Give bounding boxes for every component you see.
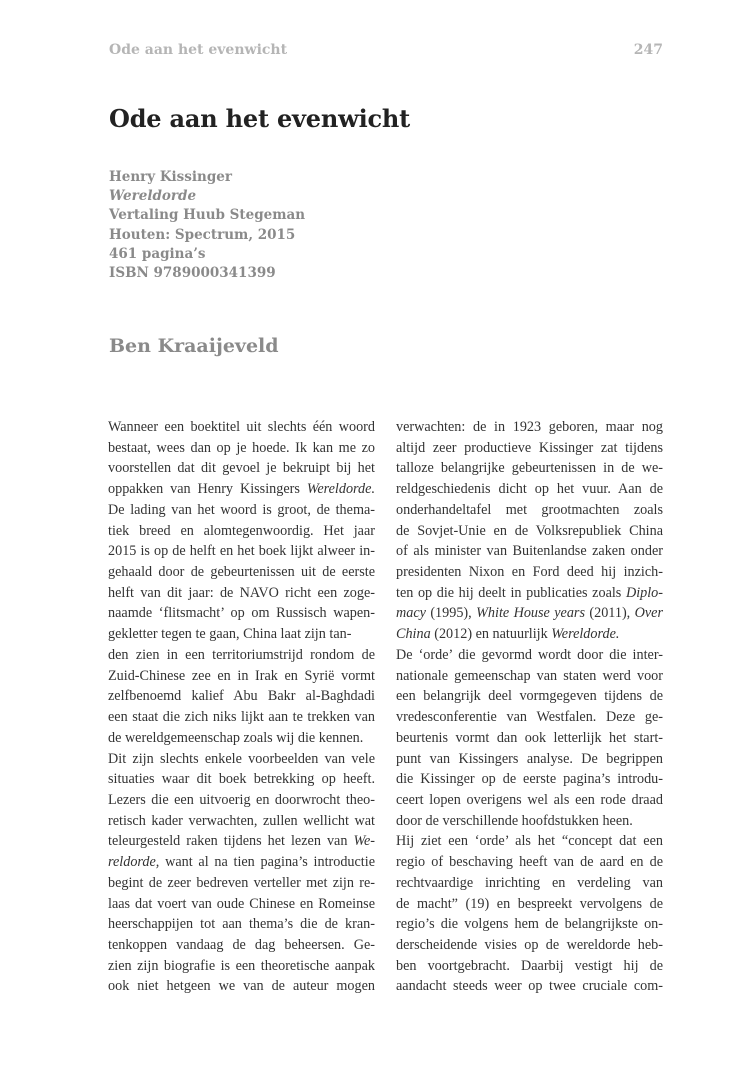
book-pages: 461 pagina’s (109, 245, 206, 262)
text-line: Zuid-Chinese zee en in Irak en Syrië vormt (108, 667, 375, 684)
text-line: zien zijn biografie is een theoretische aanpak (108, 957, 375, 974)
text-line: de Sovjet-Unie en de Volksrepubliek China (396, 522, 663, 539)
book-isbn: ISBN 9789000341399 (109, 265, 276, 282)
text-line: 2015 is op de helft en het boek lijkt alweer in- (108, 543, 375, 560)
body-column-left (108, 417, 375, 997)
book-author: Henry Kissinger (109, 169, 232, 185)
text-line: ook niet hetgeen we van de auteur mogen (108, 978, 375, 995)
text-line: ceert lopen overigens wel als een rode draad (396, 791, 663, 808)
text-line: talloze belangrijke gebeurtenissen in de we- (396, 460, 663, 477)
text-line: de macht” (19) en bespreekt vervolgens de (396, 895, 663, 912)
book-publisher: Houten: Spectrum, 2015 (109, 226, 296, 243)
text-line: macy (1995), White House years (2011), Over (396, 605, 663, 622)
text-line: den zien in een territoriumstrijd rondom de (108, 646, 375, 663)
text-line: of als minister van Buitenlandse zaken onder (396, 543, 663, 560)
review-author: Ben Kraaijeveld (109, 335, 279, 357)
body-column-right (396, 417, 663, 997)
text-line: vredesconferentie van Westfalen. Deze ge- (396, 709, 663, 726)
text-line: De ‘orde’ die gevormd wordt door die inter- (396, 646, 663, 663)
text-line: gehaald door de gebeurtenissen uit de eerste (108, 564, 375, 581)
text-line: een belangrijk deel vormgegeven tijdens de (396, 688, 663, 705)
text-line: presidenten Nixon en Ford deed hij inzich- (396, 564, 663, 581)
text-line: gekletter tegen te gaan, China laat zijn tan- (108, 626, 352, 643)
text-line: ben voortgebracht. Daarbij vestigt hij de (396, 957, 663, 974)
text-line: die Kissinger op de eerste pagina’s introdu- (396, 771, 663, 788)
text-line: ten op die hij deelt in publicaties zoals Diplo- (396, 584, 663, 601)
text-line: verwachten: de in 1923 geboren, maar nog (396, 419, 663, 435)
book-info (109, 168, 305, 283)
text-line: China (2012) en natuurlijk Wereldorde. (396, 626, 620, 643)
text-line: helft van dit jaar: de NAVO richt een zoge- (108, 584, 375, 601)
text-line: regio of beschaving heeft van de aard en de (396, 854, 663, 871)
text-line: derscheidende visies op de wereldorde heb- (396, 936, 663, 953)
text-line: situaties waar dit boek betrekking op heeft. (108, 771, 375, 788)
article-title: Ode aan het evenwicht (109, 104, 411, 133)
book-translation: Vertaling Huub Stegeman (109, 207, 306, 224)
text-line: voorstellen dat dit gevoel je bekruipt bij het (108, 460, 375, 477)
text-line: retisch kader verwachten, zullen wellicht wat (108, 812, 375, 829)
text-line: laas dat voert van oude Chinese en Romeinse (108, 895, 375, 912)
running-head-title: Ode aan het evenwicht (109, 42, 288, 58)
text-line: een staat die zich niks lijkt aan te trekken van (108, 709, 375, 726)
book-title: Wereldorde (109, 188, 197, 205)
text-line: nationale gemeenschap van staten werd voor (396, 667, 663, 684)
text-line: Wanneer een boektitel uit slechts één woord (108, 419, 375, 435)
text-line: naamde ‘flitsmacht’ op om Russisch wapen- (108, 605, 375, 622)
text-line: teleurgesteld raken tijdens het lezen van We- (108, 833, 375, 850)
text-line: tiek breed en alomtegenwoordig. Het jaar (108, 522, 375, 539)
text-line: rechtvaardige inrichting en verdeling van (396, 874, 663, 891)
text-line: door de verschillende hoofdstukken heen. (396, 812, 633, 829)
text-line: oppakken van Henry Kissingers Wereldorde. (108, 481, 375, 498)
text-line: tenkoppen vandaag de dag beheersen. Ge- (108, 936, 375, 953)
text-line: aandacht steeds weer op twee cruciale com- (396, 978, 663, 995)
page-number: 247 (633, 42, 663, 58)
text-line: begint de zeer bedreven verteller met zijn re- (108, 874, 375, 891)
text-line: regio’s die volgens hem de belangrijkste on- (396, 916, 663, 933)
text-line: bestaat, wees dan op je hoede. Ik kan me zo (108, 439, 375, 456)
text-line: Dit zijn slechts enkele voorbeelden van vele (108, 750, 375, 767)
text-line: zelfbenoemd kalief Abu Bakr al-Baghdadi (108, 688, 375, 705)
text-line: De lading van het woord is groot, de thema- (108, 501, 375, 518)
text-line: punt van Kissingers analyse. De begrippen (396, 750, 663, 767)
text-line: Lezers die een uitvoerig en doorwrocht theo- (108, 791, 375, 808)
text-line: reldgeschiedenis dicht op het vuur. Aan de (396, 481, 663, 498)
text-line: onderhandeltafel met grootmachten zoals (396, 501, 663, 518)
text-line: heerschappijen tot aan thema’s die de kran- (108, 916, 375, 933)
text-line: reldorde, want al na tien pagina’s introductie (108, 854, 375, 871)
text-line: altijd zeer productieve Kissinger zat tijdens (396, 439, 663, 456)
text-line: Hij ziet een ‘orde’ als het “concept dat een (396, 833, 663, 850)
text-line: beurtenis vormt dan ook letterlijk het start- (396, 729, 663, 746)
text-line: de wereldgemeenschap zoals wij die kennen. (108, 729, 364, 746)
